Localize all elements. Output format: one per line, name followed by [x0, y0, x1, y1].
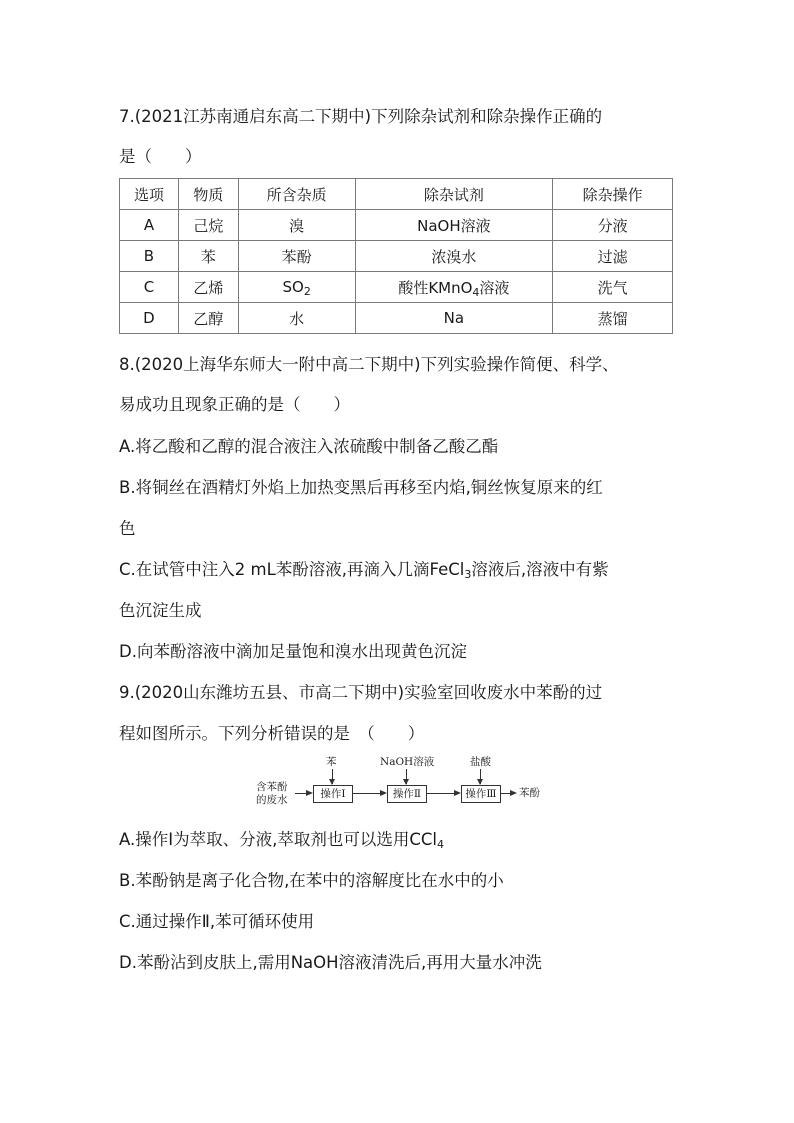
q9-option-a-pre: A.操作Ⅰ为萃取、分液,萃取剂也可以选用CCl [119, 830, 437, 849]
header-operation: 除杂操作 [553, 179, 673, 210]
flow-arrow-head [329, 779, 335, 785]
cell-reagent: 浓溴水 [355, 241, 553, 272]
flow-reagent1: 苯 [326, 756, 337, 768]
header-option: 选项 [120, 179, 179, 210]
q8-option-b-line2: 色 [119, 519, 136, 538]
cell-reagent: Na [355, 303, 553, 334]
cell-option: C [120, 272, 179, 303]
q9-flow-diagram [250, 756, 550, 812]
cell-substance: 乙醇 [178, 303, 238, 334]
flow-input-line2: 的废水 [256, 794, 288, 806]
cell-reagent: NaOH溶液 [355, 210, 553, 241]
q7-table [119, 178, 673, 334]
flow-reagent2: NaOH溶液 [380, 756, 435, 768]
table-row [120, 210, 673, 241]
cell-impurity: 溴 [238, 210, 355, 241]
header-impurity: 所含杂质 [238, 179, 355, 210]
flow-input-line1: 含苯酚 [256, 781, 288, 793]
q9-stem-line2: 程如图所示。下列分析错误的是 （ ） [119, 724, 425, 743]
flow-arrow-head [477, 779, 483, 785]
q9-option-a [119, 829, 444, 851]
q8-option-d: D.向苯酚溶液中滴加足量饱和溴水出现黄色沉淀 [119, 642, 467, 661]
q8-stem-line2: 易成功且现象正确的是（ ） [119, 395, 350, 414]
cell-substance: 苯 [178, 241, 238, 272]
table-row [120, 241, 673, 272]
q7-stem-line2: 是（ ） [119, 147, 202, 166]
q8-option-c-pre: C.在试管中注入2 mL苯酚溶液,再滴入几滴FeCl [119, 560, 465, 579]
flow-reagent3: 盐酸 [470, 756, 491, 768]
flow-arrow-head [454, 790, 461, 796]
cell-reagent [355, 272, 553, 303]
flow-arrow-line [427, 793, 455, 794]
q8-option-a: A.将乙酸和乙醇的混合液注入浓硫酸中制备乙酸乙酯 [119, 437, 499, 456]
q8-option-c-line1 [119, 559, 609, 581]
q9-option-d: D.苯酚沾到皮肤上,需用NaOH溶液清洗后,再用大量水冲洗 [119, 953, 542, 972]
cell-impurity: 水 [238, 303, 355, 334]
q9-stem-line1: 9.(2020山东潍坊五县、市高二下期中)实验室回收废水中苯酚的过 [119, 683, 603, 702]
table-header-row [120, 179, 673, 210]
q8-stem-line1: 8.(2020上海华东师大一附中高二下期中)下列实验操作简便、科学、 [119, 355, 619, 374]
q8-option-b-line1: B.将铜丝在酒精灯外焰上加热变黑后再移至内焰,铜丝恢复原来的红 [119, 478, 603, 497]
impurity-subscript: 2 [303, 285, 311, 298]
cell-impurity [238, 272, 355, 303]
flow-arrow-head [306, 790, 313, 796]
header-substance: 物质 [178, 179, 238, 210]
flow-arrow-head [510, 790, 517, 796]
table-row [120, 272, 673, 303]
impurity-formula: SO [282, 278, 304, 296]
q8-option-c-post: 溶液后,溶液中有紫 [471, 560, 609, 579]
table-row [120, 303, 673, 334]
flow-step2-box: 操作Ⅱ [387, 785, 427, 803]
cell-operation: 过滤 [553, 241, 673, 272]
cell-operation: 蒸馏 [553, 303, 673, 334]
cell-option: B [120, 241, 179, 272]
q9-option-b: B.苯酚钠是离子化合物,在苯中的溶解度比在水中的小 [119, 871, 504, 890]
reagent-pre: 酸性KMnO [398, 278, 473, 297]
flow-step3-box: 操作Ⅲ [461, 785, 501, 803]
flow-arrow-line [353, 793, 381, 794]
q8-option-c-subscript: 3 [464, 568, 472, 581]
flow-arrow-head [380, 790, 387, 796]
cell-substance: 己烷 [178, 210, 238, 241]
flow-output: 苯酚 [519, 787, 540, 799]
flow-step1-box: 操作Ⅰ [313, 785, 353, 803]
cell-impurity: 苯酚 [238, 241, 355, 272]
header-reagent: 除杂试剂 [355, 179, 553, 210]
cell-operation: 分液 [553, 210, 673, 241]
cell-substance: 乙烯 [178, 272, 238, 303]
cell-operation: 洗气 [553, 272, 673, 303]
q8-option-c-line2: 色沉淀生成 [119, 601, 202, 620]
reagent-post: 溶液 [479, 278, 510, 297]
q9-option-c: C.通过操作Ⅱ,苯可循环使用 [119, 912, 315, 931]
reagent-subscript: 4 [472, 285, 480, 299]
cell-option: A [120, 210, 179, 241]
flow-arrow-head [403, 779, 409, 785]
cell-option: D [120, 303, 179, 334]
q7-stem-line1: 7.(2021江苏南通启东高二下期中)下列除杂试剂和除杂操作正确的 [119, 107, 603, 126]
q9-option-a-subscript: 4 [436, 838, 444, 851]
